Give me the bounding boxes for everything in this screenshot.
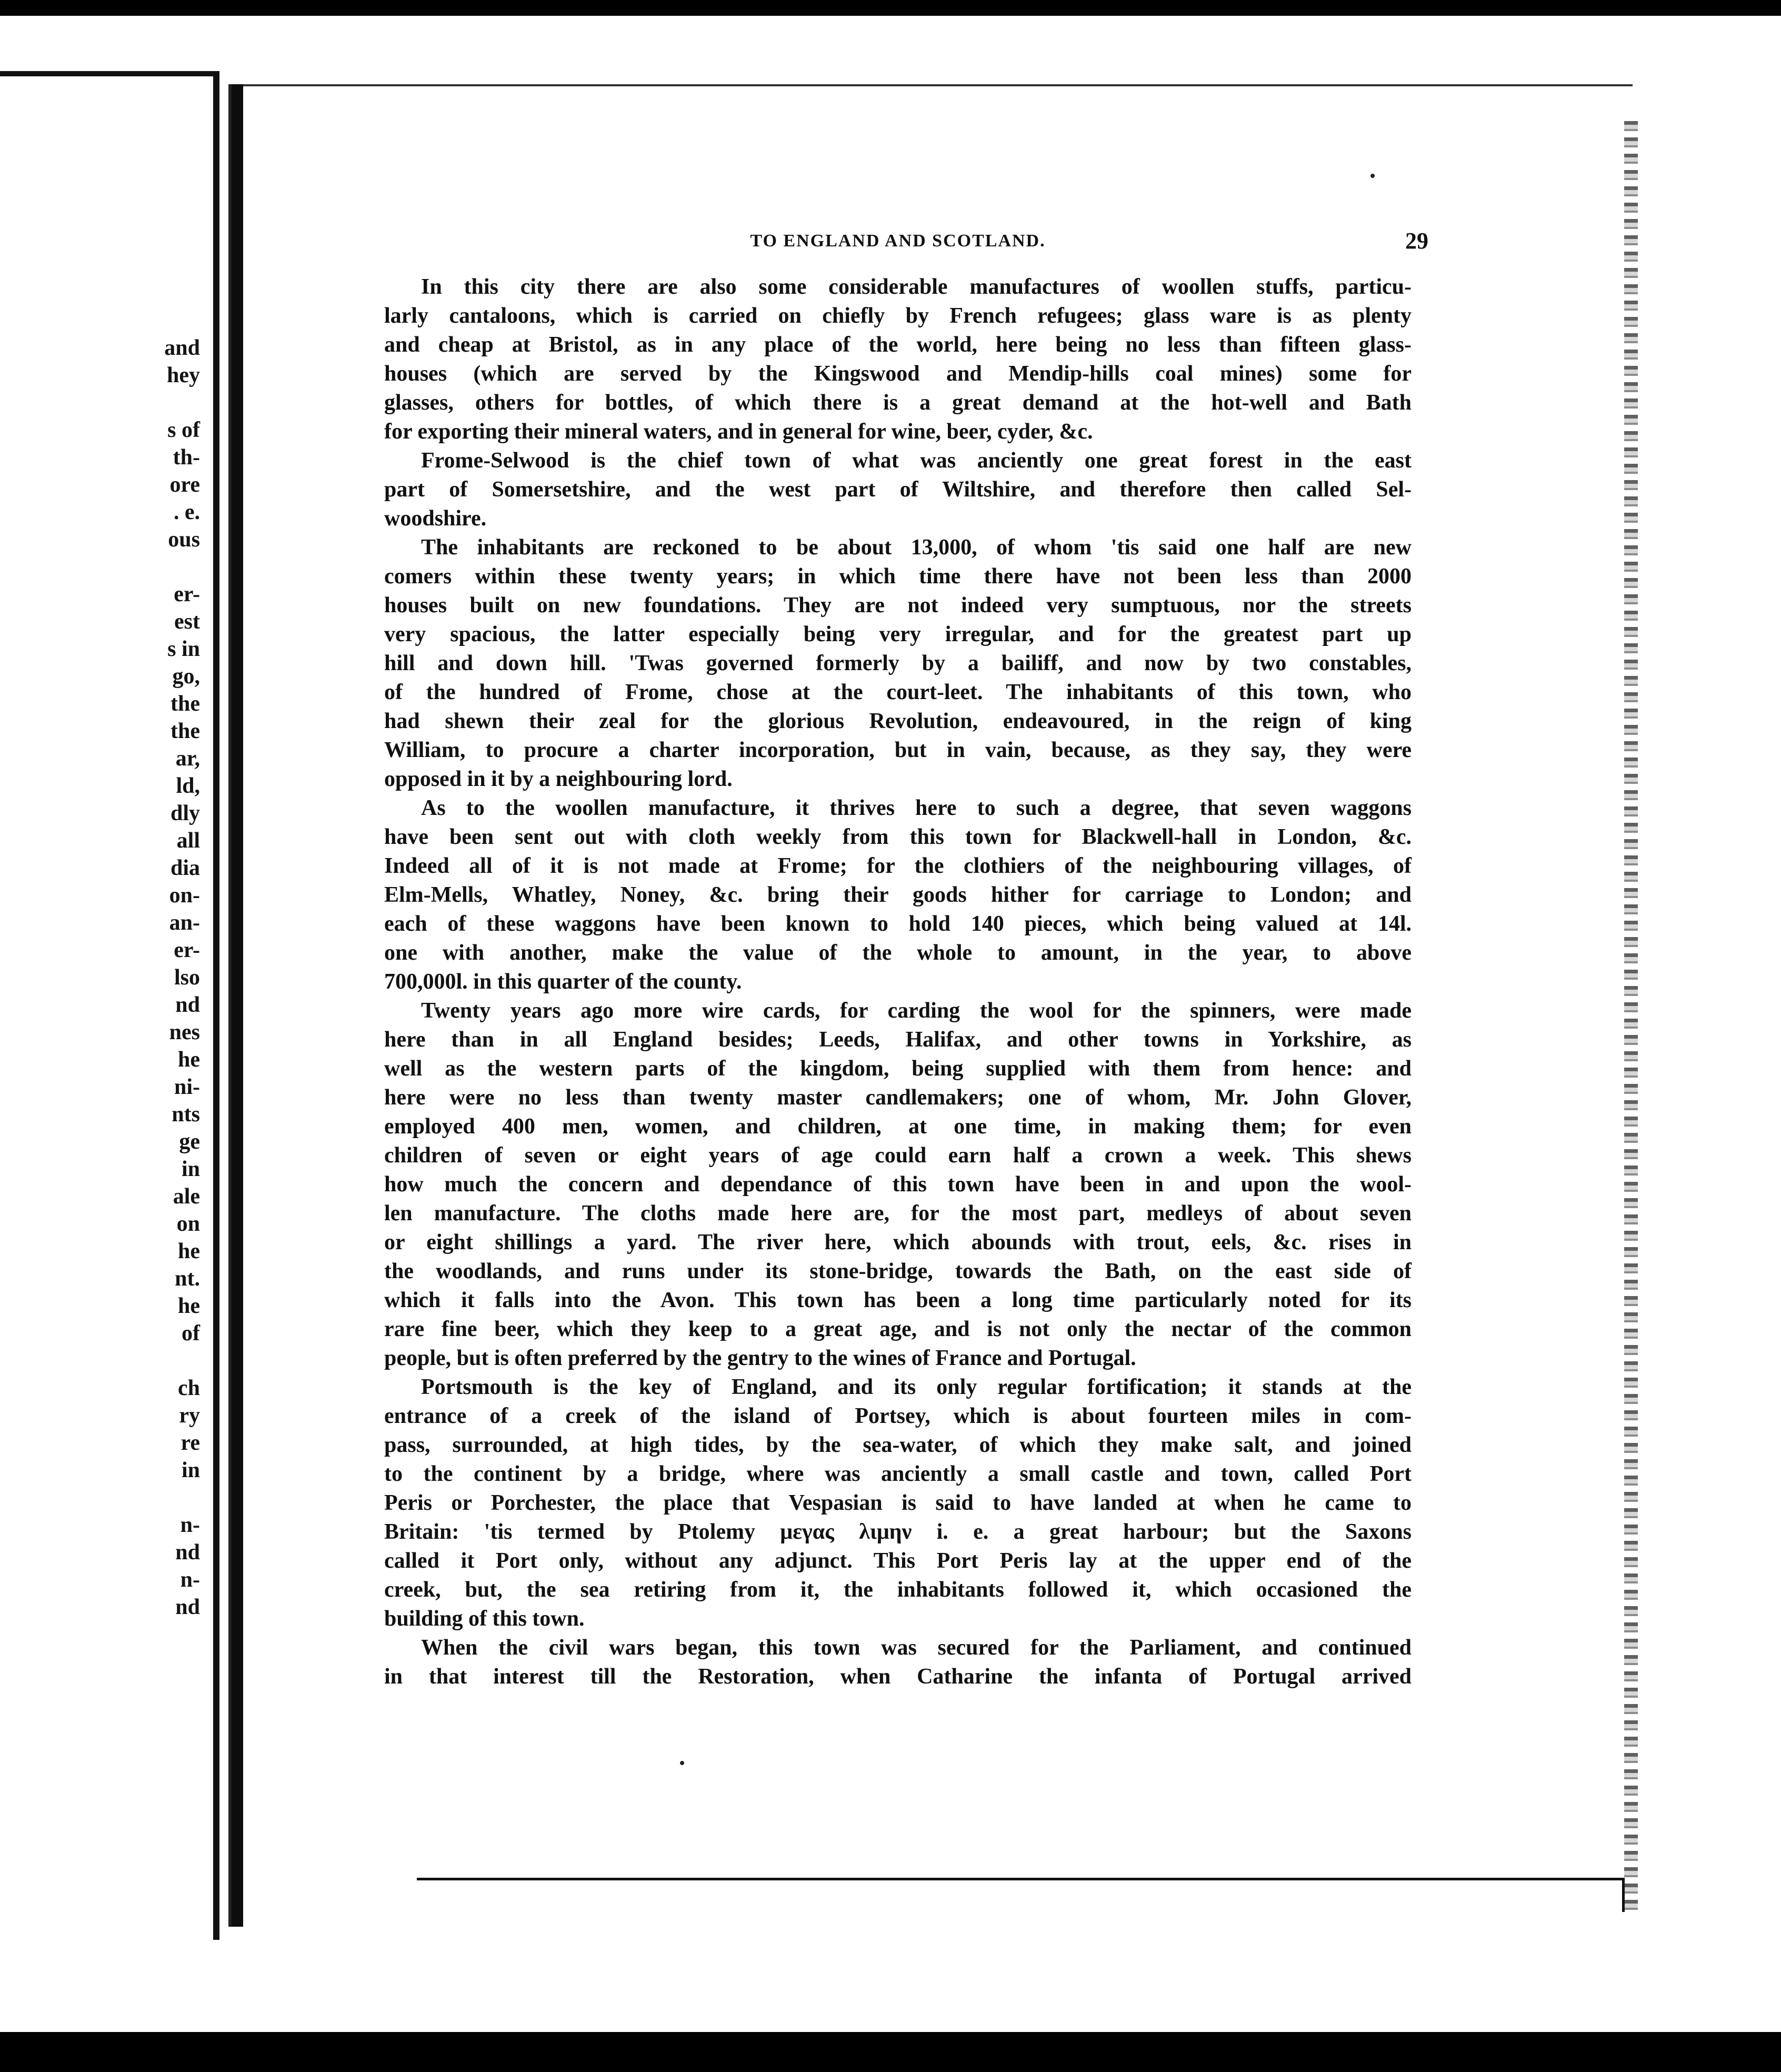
text-line: or eight shillings a yard. The river here, which abounds with trout, eels, &c. rises in <box>384 1230 1412 1254</box>
page-top-edge <box>243 84 1633 86</box>
left-page-fragment: th- <box>173 445 200 470</box>
text-line: pass, surrounded, at high tides, by the sea-water, of which they make salt, and joined <box>384 1433 1412 1457</box>
left-page-fragment: re <box>181 1431 200 1455</box>
text-line: 700,000l. in this quarter of the county. <box>384 970 742 994</box>
left-page-fragment: dia <box>170 856 200 880</box>
left-page-fragment: ld, <box>176 774 200 798</box>
body-text <box>384 273 1412 1691</box>
scan-speck <box>680 1761 684 1765</box>
page-fore-edge <box>1624 121 1638 1911</box>
text-line: Peris or Porchester, the place that Vespasian is said to have landed at when he came to <box>384 1491 1412 1515</box>
text-line: rare fine beer, which they keep to a great age, and is not only the nectar of the common <box>384 1317 1412 1341</box>
left-page-fragment: the <box>171 719 200 743</box>
text-line: building of this town. <box>384 1607 585 1631</box>
text-line: houses (which are served by the Kingswood and Mendip-hills coal mines) some for <box>384 362 1412 386</box>
left-page-fragment: on- <box>169 883 200 908</box>
text-line: people, but is often preferred by the gentry to the wines of France and Portugal. <box>384 1346 1136 1370</box>
text-line: the woodlands, and runs under its stone-bridge, towards the Bath, on the east side of <box>384 1259 1412 1283</box>
text-line: Britain: 'tis termed by Ptolemy μεγας λιμην i. e. a great harbour; but the Saxons <box>384 1520 1412 1544</box>
left-page-fragment: ore <box>169 473 200 497</box>
left-page-fragment: nd <box>175 1540 200 1565</box>
left-page-fragment: er- <box>174 938 200 962</box>
text-line: had shewn their zeal for the glorious Revolution, endeavoured, in the reign of king <box>384 709 1412 733</box>
left-facing-page <box>0 71 219 1940</box>
text-line: here were no less than twenty master candlemakers; one of whom, Mr. John Glover, <box>384 1085 1412 1110</box>
text-line: Frome-Selwood is the chief town of what was anciently one great forest in the east <box>421 449 1412 473</box>
text-line: houses built on new foundations. They are not indeed very sumptuous, nor the streets <box>384 593 1412 617</box>
text-line: hill and down hill. 'Twas governed formerly by a bailiff, and now by two constables, <box>384 651 1412 675</box>
text-block <box>384 225 1428 1691</box>
left-page-fragment: go, <box>172 664 200 689</box>
left-page-fragment: dly <box>170 801 200 825</box>
text-line: which it falls into the Avon. This town has been a long time particularly noted for its <box>384 1288 1412 1312</box>
left-page-fragment: s of <box>167 418 200 442</box>
text-line: Portsmouth is the key of England, and its only regular fortification; it stands at the <box>421 1375 1412 1399</box>
text-line: to the continent by a bridge, where was anciently a small castle and town, called Port <box>384 1462 1412 1486</box>
left-page-fragment: on <box>176 1212 200 1236</box>
left-page-fragment: ale <box>173 1184 200 1209</box>
text-line: William, to procure a charter incorporation, but in vain, because, as they say, they were <box>384 738 1412 762</box>
left-page-fragment: ry <box>179 1403 200 1428</box>
text-line: The inhabitants are reckoned to be about 13,000, of whom 'tis said one half are new <box>421 535 1412 560</box>
left-page-fragment: he <box>178 1294 200 1318</box>
left-page-fragment: est <box>174 610 200 634</box>
text-line: Elm-Mells, Whatley, Noney, &c. bring their goods hither for carriage to London; and <box>384 883 1412 907</box>
left-page-fragment: hey <box>167 363 200 387</box>
left-page-fragment: the <box>171 692 200 716</box>
text-line: have been sent out with cloth weekly from this town for Blackwell-hall in London, &c. <box>384 825 1412 849</box>
text-line: how much the concern and dependance of this town have been in and upon the wool- <box>384 1172 1412 1197</box>
text-line: part of Somersetshire, and the west part of Wiltshire, and therefore then called Sel- <box>384 477 1412 502</box>
left-page-fragment: n- <box>180 1513 200 1537</box>
text-line: opposed in it by a neighbouring lord. <box>384 767 733 791</box>
left-page-fragment: er- <box>174 582 200 606</box>
left-page-fragment <box>0 1347 200 1374</box>
text-line: one with another, make the value of the whole to amount, in the year, to above <box>384 941 1412 965</box>
text-line: of the hundred of Frome, chose at the court-leet. The inhabitants of this town, who <box>384 680 1412 704</box>
text-line: len manufacture. The cloths made here are, for the most part, medleys of about seven <box>384 1201 1412 1226</box>
left-page-fragment: ar, <box>175 746 200 771</box>
left-page-fragment: s in <box>167 637 200 661</box>
running-head-title: TO ENGLAND AND SCOTLAND. <box>750 231 1046 251</box>
text-line: children of seven or eight years of age could earn half a crown a week. This shews <box>384 1143 1412 1168</box>
left-page-fragment: an- <box>169 911 200 935</box>
text-line: glasses, others for bottles, of which there is a great demand at the hot-well and Bath <box>384 391 1412 415</box>
left-page-fragment <box>0 1484 200 1511</box>
text-line: for exporting their mineral waters, and in general for wine, beer, cyder, &c. <box>384 420 1093 444</box>
text-line: Twenty years ago more wire cards, for carding the wool for the spinners, were made <box>421 999 1412 1023</box>
left-page-fragment: and <box>164 336 200 360</box>
left-page-fragment: ous <box>168 527 200 552</box>
left-page-fragment: nes <box>169 1020 200 1044</box>
left-page-fragment: ge <box>179 1130 200 1154</box>
text-line: woodshire. <box>384 506 487 531</box>
text-line: each of these waggons have been known to hold 140 pieces, which being valued at 14l. <box>384 912 1412 936</box>
left-page-fragment: nd <box>175 1595 200 1619</box>
text-line: very spacious, the latter especially being very irregular, and for the greatest part up <box>384 622 1412 646</box>
left-page-fragment: all <box>176 829 200 853</box>
book-page <box>232 84 1638 1927</box>
text-line: comers within these twenty years; in which time there have not been less than 2000 <box>384 564 1412 589</box>
left-page-fragment: lso <box>174 965 200 990</box>
text-line: When the civil wars began, this town was secured for the Parliament, and continued <box>421 1636 1412 1660</box>
left-page-fragment: he <box>178 1048 200 1072</box>
text-line: called it Port only, without any adjunct. This Port Peris lay at the upper end of the <box>384 1549 1412 1573</box>
left-page-fragment: nts <box>172 1102 200 1127</box>
left-page-fragment: ni- <box>174 1075 200 1099</box>
running-head <box>384 225 1428 273</box>
text-line: and cheap at Bristol, as in any place of the world, here being no less than fifteen glass- <box>384 333 1412 357</box>
left-page-fragment: in <box>181 1157 200 1181</box>
left-page-fragment: he <box>178 1239 200 1263</box>
left-page-fragment: nd <box>175 993 200 1017</box>
text-line: entrance of a creek of the island of Portsey, which is about fourteen miles in com- <box>384 1404 1412 1428</box>
text-line: in that interest till the Restoration, when Catharine the infanta of Portugal arrived <box>384 1665 1412 1689</box>
text-line: In this city there are also some considerable manufactures of woollen stuffs, particu- <box>421 275 1412 299</box>
page-bottom-edge <box>417 1878 1625 1912</box>
text-line: creek, but, the sea retiring from it, the inhabitants followed it, which occasioned the <box>384 1578 1412 1602</box>
left-page-fragment: nt. <box>175 1267 200 1291</box>
left-page-fragment: in <box>181 1458 200 1482</box>
left-page-fragment <box>0 389 200 416</box>
left-page-fragment: ch <box>178 1376 200 1400</box>
left-page-fragment <box>0 553 200 581</box>
left-page-cut-text <box>0 334 200 1621</box>
left-page-fragment: of <box>182 1321 200 1346</box>
scan-speck <box>1370 174 1375 178</box>
page-number: 29 <box>1405 228 1428 254</box>
text-line: As to the woollen manufacture, it thrives here to such a degree, that seven waggons <box>421 796 1412 820</box>
text-line: employed 400 men, women, and children, at one time, in making them; for even <box>384 1114 1412 1139</box>
left-page-fragment: n- <box>180 1568 200 1592</box>
text-line: well as the western parts of the kingdom, being supplied with them from hence: and <box>384 1057 1412 1081</box>
text-line: larly cantaloons, which is carried on chiefly by French refugees; glass ware is as plenty <box>384 304 1412 328</box>
text-line: here than in all England besides; Leeds, Halifax, and other towns in Yorkshire, as <box>384 1028 1412 1052</box>
text-line: Indeed all of it is not made at Frome; for the clothiers of the neighbouring villages, of <box>384 854 1412 878</box>
left-page-fragment: . e. <box>173 500 200 524</box>
